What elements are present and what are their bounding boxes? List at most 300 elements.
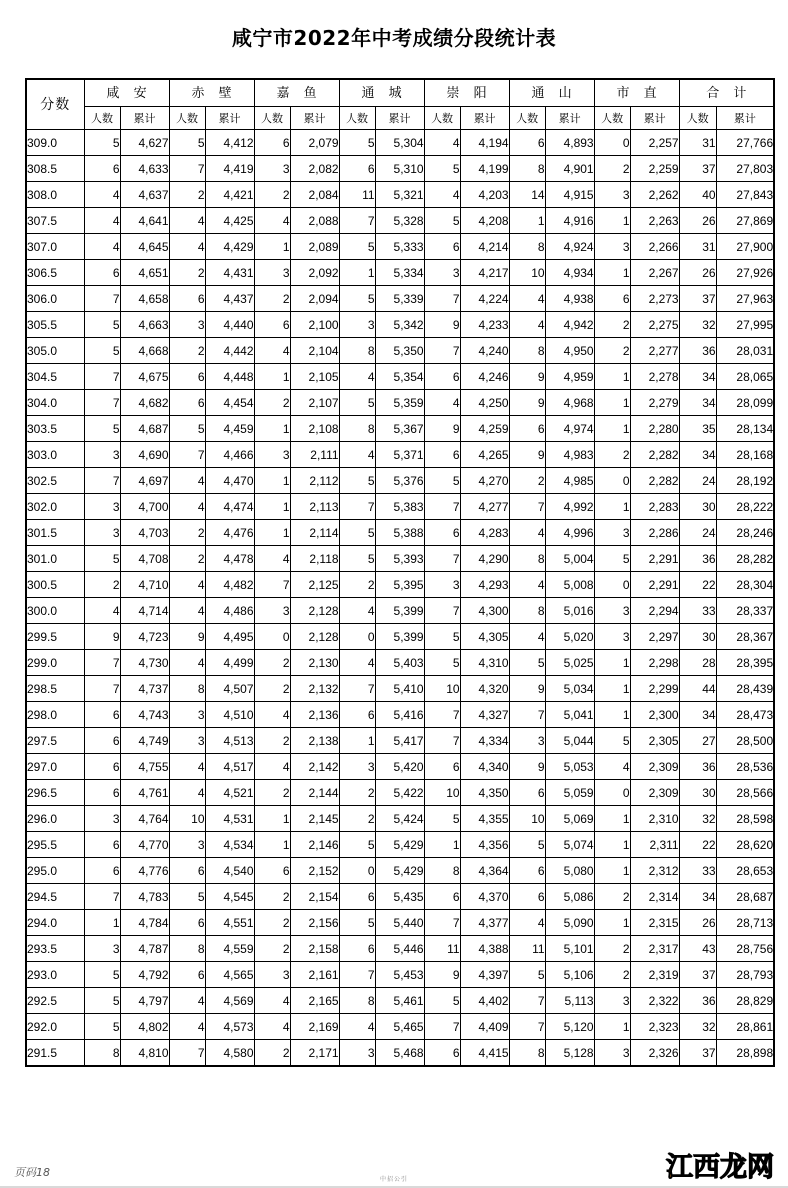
cell-cumulative: 4,327 bbox=[460, 702, 509, 728]
cell-score: 295.0 bbox=[26, 858, 84, 884]
cell-cumulative: 4,355 bbox=[460, 806, 509, 832]
cell-cumulative: 4,517 bbox=[205, 754, 254, 780]
cell-score: 292.5 bbox=[26, 988, 84, 1014]
cell-cumulative: 4,792 bbox=[120, 962, 169, 988]
cell-count: 1 bbox=[254, 520, 290, 546]
cell-cumulative: 2,118 bbox=[290, 546, 339, 572]
table-row bbox=[26, 650, 774, 676]
cell-count: 2 bbox=[254, 182, 290, 208]
cell-count: 3 bbox=[169, 312, 205, 338]
cell-cumulative: 5,388 bbox=[375, 520, 424, 546]
cell-cumulative: 2,104 bbox=[290, 338, 339, 364]
cell-cumulative: 5,465 bbox=[375, 1014, 424, 1040]
cell-score: 294.0 bbox=[26, 910, 84, 936]
cell-cumulative: 4,776 bbox=[120, 858, 169, 884]
cell-count: 3 bbox=[169, 728, 205, 754]
cell-cumulative: 4,290 bbox=[460, 546, 509, 572]
cell-cumulative: 4,320 bbox=[460, 676, 509, 702]
cell-count: 2 bbox=[509, 468, 545, 494]
table-row bbox=[26, 702, 774, 728]
table-row bbox=[26, 858, 774, 884]
cell-cumulative: 5,403 bbox=[375, 650, 424, 676]
cell-count: 1 bbox=[594, 390, 630, 416]
cell-score: 307.5 bbox=[26, 208, 84, 234]
score-distribution-table bbox=[25, 78, 775, 1067]
cell-cumulative: 2,152 bbox=[290, 858, 339, 884]
cell-count: 14 bbox=[509, 182, 545, 208]
cell-cumulative: 28,898 bbox=[716, 1040, 774, 1067]
cell-count: 6 bbox=[424, 1040, 460, 1067]
cell-count: 4 bbox=[509, 520, 545, 546]
cell-count: 1 bbox=[254, 832, 290, 858]
cell-count: 2 bbox=[254, 884, 290, 910]
cell-count: 40 bbox=[679, 182, 716, 208]
table-row bbox=[26, 364, 774, 390]
cell-count: 28 bbox=[679, 650, 716, 676]
cell-cumulative: 28,337 bbox=[716, 598, 774, 624]
cell-score: 304.5 bbox=[26, 364, 84, 390]
cell-count: 27 bbox=[679, 728, 716, 754]
cell-count: 7 bbox=[509, 702, 545, 728]
cell-score: 296.0 bbox=[26, 806, 84, 832]
cell-count: 2 bbox=[594, 312, 630, 338]
cell-cumulative: 5,446 bbox=[375, 936, 424, 962]
cell-cumulative: 4,425 bbox=[205, 208, 254, 234]
cell-count: 34 bbox=[679, 364, 716, 390]
cell-count: 32 bbox=[679, 312, 716, 338]
cell-cumulative: 4,521 bbox=[205, 780, 254, 806]
column-subheader-chongyang-cumulative: 累计 bbox=[460, 107, 509, 130]
cell-cumulative: 5,321 bbox=[375, 182, 424, 208]
cell-count: 5 bbox=[424, 156, 460, 182]
cell-cumulative: 4,510 bbox=[205, 702, 254, 728]
cell-cumulative: 2,311 bbox=[630, 832, 679, 858]
cell-count: 4 bbox=[254, 208, 290, 234]
cell-cumulative: 4,283 bbox=[460, 520, 509, 546]
cell-count: 5 bbox=[339, 910, 375, 936]
cell-count: 7 bbox=[169, 442, 205, 468]
cell-count: 37 bbox=[679, 286, 716, 312]
cell-cumulative: 2,280 bbox=[630, 416, 679, 442]
table-row bbox=[26, 676, 774, 702]
cell-cumulative: 2,128 bbox=[290, 624, 339, 650]
cell-cumulative: 4,476 bbox=[205, 520, 254, 546]
cell-cumulative: 4,409 bbox=[460, 1014, 509, 1040]
cell-count: 11 bbox=[339, 182, 375, 208]
cell-cumulative: 2,092 bbox=[290, 260, 339, 286]
table-row bbox=[26, 962, 774, 988]
table-row bbox=[26, 910, 774, 936]
table-row bbox=[26, 182, 774, 208]
cell-count: 4 bbox=[339, 442, 375, 468]
cell-count: 33 bbox=[679, 598, 716, 624]
cell-count: 6 bbox=[84, 156, 120, 182]
cell-cumulative: 28,395 bbox=[716, 650, 774, 676]
cell-cumulative: 27,803 bbox=[716, 156, 774, 182]
cell-count: 5 bbox=[509, 962, 545, 988]
cell-cumulative: 4,633 bbox=[120, 156, 169, 182]
cell-cumulative: 4,540 bbox=[205, 858, 254, 884]
cell-score: 308.5 bbox=[26, 156, 84, 182]
cell-count: 4 bbox=[339, 364, 375, 390]
cell-cumulative: 2,125 bbox=[290, 572, 339, 598]
cell-count: 4 bbox=[254, 338, 290, 364]
cell-count: 36 bbox=[679, 546, 716, 572]
cell-count: 37 bbox=[679, 962, 716, 988]
cell-count: 1 bbox=[339, 260, 375, 286]
cell-cumulative: 4,388 bbox=[460, 936, 509, 962]
cell-cumulative: 4,415 bbox=[460, 1040, 509, 1067]
cell-count: 6 bbox=[169, 286, 205, 312]
cell-cumulative: 2,111 bbox=[290, 442, 339, 468]
column-subheader-chongyang-count: 人数 bbox=[424, 107, 460, 130]
table-row bbox=[26, 520, 774, 546]
cell-count: 6 bbox=[594, 286, 630, 312]
cell-count: 7 bbox=[424, 702, 460, 728]
cell-count: 4 bbox=[169, 1014, 205, 1040]
cell-count: 36 bbox=[679, 754, 716, 780]
cell-count: 7 bbox=[339, 494, 375, 520]
cell-cumulative: 2,114 bbox=[290, 520, 339, 546]
cell-count: 4 bbox=[339, 1014, 375, 1040]
cell-count: 9 bbox=[509, 754, 545, 780]
cell-cumulative: 5,376 bbox=[375, 468, 424, 494]
cell-cumulative: 5,128 bbox=[545, 1040, 594, 1067]
cell-count: 34 bbox=[679, 884, 716, 910]
cell-count: 5 bbox=[339, 390, 375, 416]
cell-count: 7 bbox=[84, 390, 120, 416]
cell-count: 1 bbox=[594, 494, 630, 520]
cell-cumulative: 27,766 bbox=[716, 130, 774, 156]
cell-count: 5 bbox=[84, 988, 120, 1014]
cell-count: 3 bbox=[339, 1040, 375, 1067]
cell-cumulative: 2,108 bbox=[290, 416, 339, 442]
cell-count: 1 bbox=[84, 910, 120, 936]
cell-score: 305.5 bbox=[26, 312, 84, 338]
cell-count: 6 bbox=[339, 884, 375, 910]
cell-cumulative: 4,459 bbox=[205, 416, 254, 442]
cell-count: 6 bbox=[424, 442, 460, 468]
cell-cumulative: 4,569 bbox=[205, 988, 254, 1014]
cell-cumulative: 2,297 bbox=[630, 624, 679, 650]
cell-cumulative: 4,224 bbox=[460, 286, 509, 312]
cell-count: 44 bbox=[679, 676, 716, 702]
cell-cumulative: 5,090 bbox=[545, 910, 594, 936]
cell-count: 7 bbox=[84, 468, 120, 494]
cell-cumulative: 4,412 bbox=[205, 130, 254, 156]
table-row bbox=[26, 1014, 774, 1040]
cell-cumulative: 2,278 bbox=[630, 364, 679, 390]
cell-cumulative: 4,310 bbox=[460, 650, 509, 676]
cell-count: 5 bbox=[424, 650, 460, 676]
cell-count: 4 bbox=[169, 572, 205, 598]
cell-count: 4 bbox=[169, 208, 205, 234]
cell-count: 1 bbox=[594, 910, 630, 936]
cell-cumulative: 28,282 bbox=[716, 546, 774, 572]
cell-count: 2 bbox=[339, 572, 375, 598]
cell-cumulative: 4,208 bbox=[460, 208, 509, 234]
cell-count: 3 bbox=[254, 156, 290, 182]
cell-count: 5 bbox=[84, 416, 120, 442]
cell-cumulative: 4,690 bbox=[120, 442, 169, 468]
cell-count: 4 bbox=[169, 494, 205, 520]
cell-cumulative: 4,959 bbox=[545, 364, 594, 390]
cell-cumulative: 5,435 bbox=[375, 884, 424, 910]
cell-cumulative: 4,714 bbox=[120, 598, 169, 624]
cell-count: 4 bbox=[169, 754, 205, 780]
cell-count: 6 bbox=[84, 260, 120, 286]
cell-count: 4 bbox=[339, 598, 375, 624]
table-row bbox=[26, 572, 774, 598]
cell-count: 7 bbox=[509, 988, 545, 1014]
cell-cumulative: 4,645 bbox=[120, 234, 169, 260]
cell-count: 5 bbox=[84, 1014, 120, 1040]
column-group-header-chibi: 赤 壁 bbox=[169, 79, 254, 107]
cell-cumulative: 5,420 bbox=[375, 754, 424, 780]
cell-count: 0 bbox=[594, 780, 630, 806]
column-subheader-chibi-count: 人数 bbox=[169, 107, 205, 130]
cell-count: 4 bbox=[509, 910, 545, 936]
cell-count: 9 bbox=[509, 364, 545, 390]
cell-count: 32 bbox=[679, 806, 716, 832]
cell-cumulative: 28,861 bbox=[716, 1014, 774, 1040]
cell-cumulative: 4,565 bbox=[205, 962, 254, 988]
cell-count: 1 bbox=[339, 728, 375, 754]
cell-count: 2 bbox=[254, 910, 290, 936]
cell-count: 5 bbox=[339, 286, 375, 312]
table-row bbox=[26, 754, 774, 780]
cell-count: 3 bbox=[594, 1040, 630, 1067]
cell-score: 302.0 bbox=[26, 494, 84, 520]
cell-cumulative: 4,265 bbox=[460, 442, 509, 468]
cell-cumulative: 28,222 bbox=[716, 494, 774, 520]
cell-cumulative: 4,749 bbox=[120, 728, 169, 754]
cell-count: 6 bbox=[509, 858, 545, 884]
cell-cumulative: 2,283 bbox=[630, 494, 679, 520]
table-row bbox=[26, 624, 774, 650]
cell-count: 0 bbox=[594, 572, 630, 598]
cell-cumulative: 2,094 bbox=[290, 286, 339, 312]
page-footer bbox=[0, 1150, 788, 1188]
cell-count: 5 bbox=[509, 832, 545, 858]
cell-count: 2 bbox=[84, 572, 120, 598]
cell-cumulative: 28,192 bbox=[716, 468, 774, 494]
cell-cumulative: 4,448 bbox=[205, 364, 254, 390]
cell-count: 3 bbox=[594, 988, 630, 1014]
cell-cumulative: 4,770 bbox=[120, 832, 169, 858]
cell-count: 9 bbox=[424, 962, 460, 988]
cell-cumulative: 4,199 bbox=[460, 156, 509, 182]
cell-count: 36 bbox=[679, 988, 716, 1014]
cell-count: 2 bbox=[169, 520, 205, 546]
cell-count: 10 bbox=[169, 806, 205, 832]
cell-cumulative: 5,113 bbox=[545, 988, 594, 1014]
cell-count: 5 bbox=[84, 312, 120, 338]
cell-cumulative: 4,934 bbox=[545, 260, 594, 286]
cell-cumulative: 4,641 bbox=[120, 208, 169, 234]
cell-count: 2 bbox=[169, 546, 205, 572]
cell-cumulative: 4,217 bbox=[460, 260, 509, 286]
cell-count: 3 bbox=[254, 442, 290, 468]
cell-cumulative: 27,926 bbox=[716, 260, 774, 286]
cell-count: 1 bbox=[424, 832, 460, 858]
cell-cumulative: 4,233 bbox=[460, 312, 509, 338]
column-subheader-jiayu-cumulative: 累计 bbox=[290, 107, 339, 130]
cell-count: 35 bbox=[679, 416, 716, 442]
cell-cumulative: 4,743 bbox=[120, 702, 169, 728]
cell-count: 34 bbox=[679, 702, 716, 728]
cell-cumulative: 2,082 bbox=[290, 156, 339, 182]
cell-cumulative: 5,339 bbox=[375, 286, 424, 312]
cell-count: 0 bbox=[594, 468, 630, 494]
cell-count: 2 bbox=[254, 676, 290, 702]
cell-count: 3 bbox=[84, 806, 120, 832]
cell-count: 6 bbox=[169, 910, 205, 936]
cell-count: 8 bbox=[169, 676, 205, 702]
cell-count: 30 bbox=[679, 780, 716, 806]
column-subheader-chibi-cumulative: 累计 bbox=[205, 107, 254, 130]
cell-count: 6 bbox=[84, 858, 120, 884]
cell-cumulative: 4,924 bbox=[545, 234, 594, 260]
cell-count: 1 bbox=[594, 1014, 630, 1040]
cell-cumulative: 28,168 bbox=[716, 442, 774, 468]
cell-count: 1 bbox=[594, 650, 630, 676]
cell-count: 26 bbox=[679, 910, 716, 936]
cell-cumulative: 4,668 bbox=[120, 338, 169, 364]
cell-count: 5 bbox=[339, 130, 375, 156]
cell-count: 6 bbox=[169, 962, 205, 988]
cell-count: 6 bbox=[169, 364, 205, 390]
cell-count: 4 bbox=[509, 312, 545, 338]
cell-count: 11 bbox=[424, 936, 460, 962]
cell-cumulative: 5,371 bbox=[375, 442, 424, 468]
cell-cumulative: 2,079 bbox=[290, 130, 339, 156]
cell-cumulative: 4,531 bbox=[205, 806, 254, 832]
cell-cumulative: 4,810 bbox=[120, 1040, 169, 1067]
cell-cumulative: 4,334 bbox=[460, 728, 509, 754]
cell-cumulative: 28,713 bbox=[716, 910, 774, 936]
footer-center-note: 中招公引 bbox=[379, 1176, 409, 1183]
cell-count: 3 bbox=[84, 520, 120, 546]
cell-count: 6 bbox=[84, 832, 120, 858]
cell-count: 7 bbox=[424, 494, 460, 520]
column-subheader-xianan-count: 人数 bbox=[84, 107, 120, 130]
watermark-logo bbox=[666, 1154, 774, 1181]
cell-count: 9 bbox=[509, 390, 545, 416]
cell-cumulative: 5,410 bbox=[375, 676, 424, 702]
cell-count: 5 bbox=[594, 546, 630, 572]
column-subheader-shizhi-count: 人数 bbox=[594, 107, 630, 130]
cell-count: 1 bbox=[594, 858, 630, 884]
table-row bbox=[26, 234, 774, 260]
cell-cumulative: 5,034 bbox=[545, 676, 594, 702]
watermark-text-secondary: 龙网 bbox=[720, 1152, 774, 1183]
cell-cumulative: 2,298 bbox=[630, 650, 679, 676]
cell-count: 6 bbox=[84, 754, 120, 780]
cell-count: 6 bbox=[84, 780, 120, 806]
cell-cumulative: 4,783 bbox=[120, 884, 169, 910]
cell-cumulative: 5,059 bbox=[545, 780, 594, 806]
cell-cumulative: 2,169 bbox=[290, 1014, 339, 1040]
cell-cumulative: 5,429 bbox=[375, 858, 424, 884]
cell-cumulative: 4,507 bbox=[205, 676, 254, 702]
cell-count: 6 bbox=[509, 416, 545, 442]
table-header-group-row bbox=[26, 79, 774, 107]
cell-count: 5 bbox=[339, 520, 375, 546]
cell-score: 304.0 bbox=[26, 390, 84, 416]
cell-score: 306.5 bbox=[26, 260, 84, 286]
cell-count: 1 bbox=[594, 702, 630, 728]
table-row bbox=[26, 494, 774, 520]
cell-count: 4 bbox=[254, 754, 290, 780]
cell-cumulative: 2,282 bbox=[630, 468, 679, 494]
cell-cumulative: 4,580 bbox=[205, 1040, 254, 1067]
cell-cumulative: 28,134 bbox=[716, 416, 774, 442]
cell-count: 22 bbox=[679, 572, 716, 598]
cell-count: 1 bbox=[594, 416, 630, 442]
cell-cumulative: 2,326 bbox=[630, 1040, 679, 1067]
cell-cumulative: 5,429 bbox=[375, 832, 424, 858]
cell-cumulative: 4,996 bbox=[545, 520, 594, 546]
cell-count: 1 bbox=[254, 468, 290, 494]
cell-cumulative: 28,099 bbox=[716, 390, 774, 416]
cell-cumulative: 2,105 bbox=[290, 364, 339, 390]
column-subheader-total-cumulative: 累计 bbox=[716, 107, 774, 130]
cell-cumulative: 5,025 bbox=[545, 650, 594, 676]
cell-cumulative: 2,262 bbox=[630, 182, 679, 208]
cell-count: 5 bbox=[424, 988, 460, 1014]
cell-count: 0 bbox=[594, 130, 630, 156]
cell-count: 5 bbox=[509, 650, 545, 676]
cell-cumulative: 4,340 bbox=[460, 754, 509, 780]
cell-count: 1 bbox=[254, 364, 290, 390]
cell-score: 303.5 bbox=[26, 416, 84, 442]
cell-score: 301.5 bbox=[26, 520, 84, 546]
cell-cumulative: 2,322 bbox=[630, 988, 679, 1014]
cell-count: 1 bbox=[594, 832, 630, 858]
cell-cumulative: 4,293 bbox=[460, 572, 509, 598]
cell-cumulative: 4,992 bbox=[545, 494, 594, 520]
cell-count: 2 bbox=[169, 260, 205, 286]
cell-count: 1 bbox=[254, 416, 290, 442]
cell-cumulative: 4,437 bbox=[205, 286, 254, 312]
cell-cumulative: 4,402 bbox=[460, 988, 509, 1014]
cell-cumulative: 2,309 bbox=[630, 754, 679, 780]
cell-count: 5 bbox=[84, 962, 120, 988]
cell-count: 4 bbox=[84, 182, 120, 208]
cell-cumulative: 4,259 bbox=[460, 416, 509, 442]
cell-cumulative: 4,901 bbox=[545, 156, 594, 182]
cell-cumulative: 4,397 bbox=[460, 962, 509, 988]
cell-count: 5 bbox=[339, 468, 375, 494]
cell-cumulative: 2,309 bbox=[630, 780, 679, 806]
cell-count: 6 bbox=[509, 130, 545, 156]
cell-score: 298.0 bbox=[26, 702, 84, 728]
cell-cumulative: 4,764 bbox=[120, 806, 169, 832]
cell-cumulative: 4,474 bbox=[205, 494, 254, 520]
table-row bbox=[26, 260, 774, 286]
cell-count: 26 bbox=[679, 208, 716, 234]
cell-cumulative: 2,286 bbox=[630, 520, 679, 546]
cell-count: 1 bbox=[254, 494, 290, 520]
cell-cumulative: 28,653 bbox=[716, 858, 774, 884]
cell-count: 5 bbox=[169, 884, 205, 910]
cell-count: 4 bbox=[594, 754, 630, 780]
cell-count: 5 bbox=[84, 546, 120, 572]
table-row bbox=[26, 208, 774, 234]
cell-count: 3 bbox=[594, 598, 630, 624]
cell-cumulative: 2,130 bbox=[290, 650, 339, 676]
